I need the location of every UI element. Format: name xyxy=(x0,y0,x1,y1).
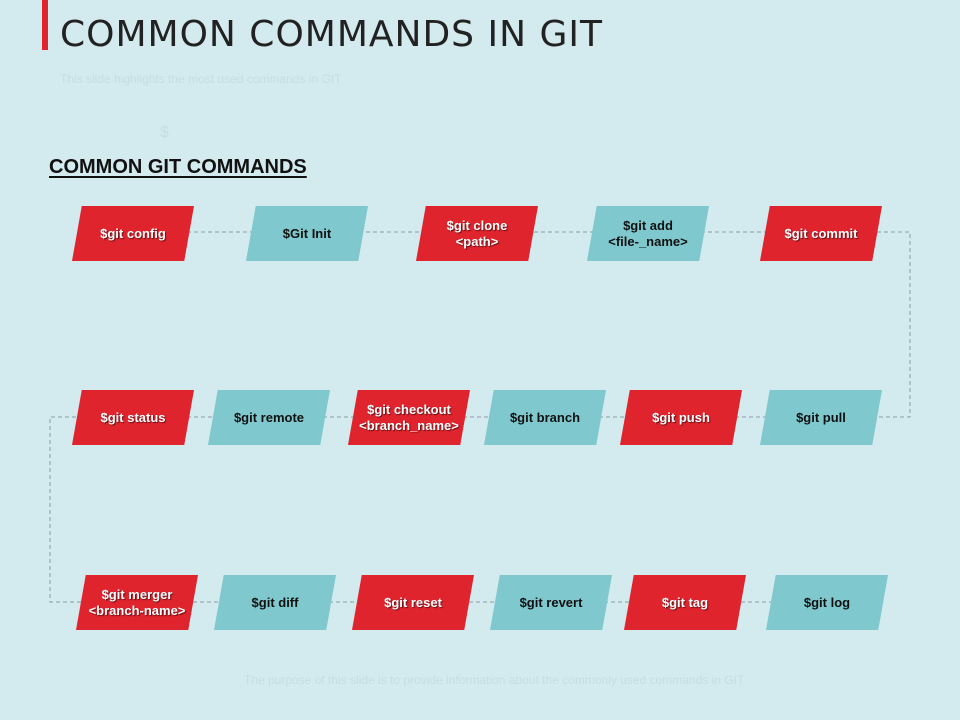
command-box-git-tag: $git tag xyxy=(624,575,746,630)
command-box-git-pull: $git pull xyxy=(760,390,882,445)
command-box-git-init: $Git Init xyxy=(246,206,368,261)
command-box-git-merger: $git merger <branch-name> xyxy=(76,575,198,630)
command-box-git-checkout: $git checkout <branch_name> xyxy=(348,390,470,445)
subtitle: This slide highlights the most used commands in GIT xyxy=(60,72,342,86)
command-box-git-diff: $git diff xyxy=(214,575,336,630)
command-box-git-config: $git config xyxy=(72,206,194,261)
command-box-git-revert: $git revert xyxy=(490,575,612,630)
command-box-git-reset: $git reset xyxy=(352,575,474,630)
command-box-git-add: $git add <file-_name> xyxy=(587,206,709,261)
command-box-git-branch: $git branch xyxy=(484,390,606,445)
footer-note: The purpose of this slide is to provide information about the commonly used commands in GIT xyxy=(244,673,745,687)
command-box-git-clone: $git clone <path> xyxy=(416,206,538,261)
section-heading: COMMON GIT COMMANDS xyxy=(49,156,307,178)
page-title: COMMON COMMANDS IN GIT xyxy=(60,14,603,55)
command-box-git-commit: $git commit xyxy=(760,206,882,261)
command-box-git-status: $git status xyxy=(72,390,194,445)
command-box-git-push: $git push xyxy=(620,390,742,445)
command-box-git-log: $git log xyxy=(766,575,888,630)
stray-mark: $ xyxy=(160,124,169,141)
command-box-git-remote: $git remote xyxy=(208,390,330,445)
